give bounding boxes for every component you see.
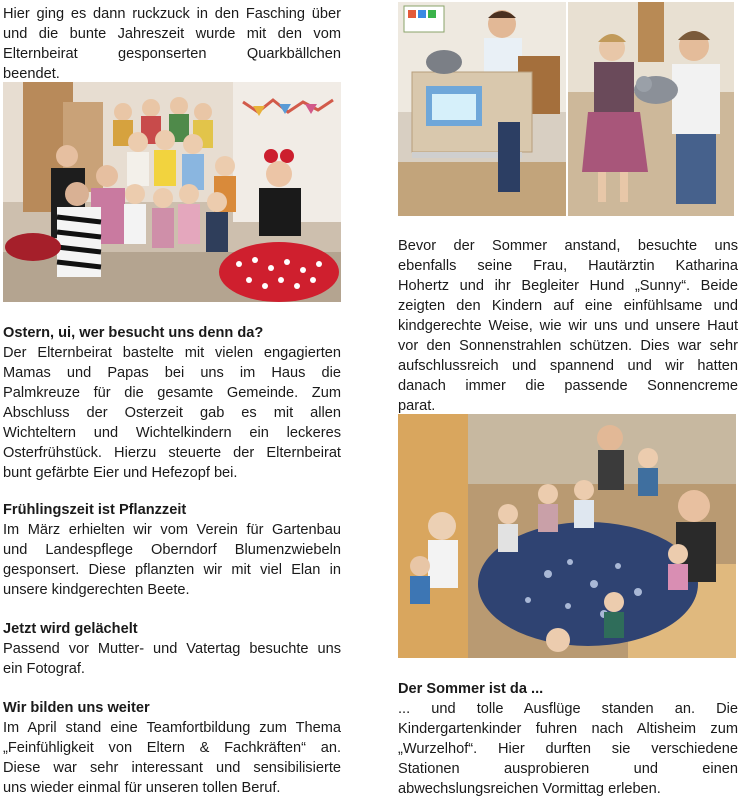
text-line: ... und tolle Ausflüge standen an. Die <box>398 701 738 717</box>
text-line: Im März erhielten wir vom Verein für Gartenbau <box>3 522 341 538</box>
text-line: Palmkreuze für die gesamte Gemeinde. Zum <box>3 385 341 401</box>
text-line: bunt gefärbte Eier und Hefezopf bei. <box>3 465 238 481</box>
section-heading: Ostern, ui, wer besucht uns denn da? <box>3 325 264 341</box>
text-line: uns wieder einmal für unseren tollen Beruf. <box>3 780 281 796</box>
text-line: und Landespflege Oberndorf Blumenzwiebeln <box>3 542 341 558</box>
text-line: Passend vor Mutter- und Vatertag besuchte uns <box>3 641 341 657</box>
text-line: ebenfalls seine Frau, Hautärztin Katharina <box>398 258 738 274</box>
spring-section <box>3 500 341 600</box>
section-heading: Der Sommer ist da ... <box>398 681 544 697</box>
text-line: Kindergartenkinder fuhren nach Altisheim zum <box>398 721 738 737</box>
text-line: beendet. <box>3 66 60 82</box>
text-line: danach immer die passende Sonnencreme <box>398 378 738 394</box>
training-section <box>3 698 341 798</box>
text-line: gesponsert. Diese pflanzten wir mit viel Elan in <box>3 562 341 578</box>
summer-section <box>398 679 738 799</box>
text-line: „Wurzelhof“. Hier durften sie verschiedene <box>398 741 738 757</box>
text-line: vor den Sonnenstrahlen schützen. Dies war sehr <box>398 338 738 354</box>
text-line: Bevor der Sommer anstand, besuchte uns <box>398 238 738 254</box>
text-line: parat. <box>398 398 436 414</box>
text-line: Hier ging es dann ruckzuck in den Fasching über <box>3 6 341 22</box>
text-line: kindgerechte Weise, wie wir uns und unsere Haut <box>398 318 738 334</box>
text-line: Hohertz und ihr Begleiter Hund „Sunny“. Beide <box>398 278 738 294</box>
section-heading: Frühlingszeit ist Pflanzzeit <box>3 502 187 518</box>
puppet-show-photo <box>398 2 566 216</box>
section-heading: Wir bilden uns weiter <box>3 700 150 716</box>
text-line: aufschlussreich und spannend und wir hatten <box>398 358 738 374</box>
text-line: abwechslungsreichen Vormittag erleben. <box>398 781 661 797</box>
dermatologist-paragraph <box>398 236 738 416</box>
text-line: Der Elternbeirat bastelte mit vielen engagierten <box>3 345 341 361</box>
text-line: Mamas und Papas bei uns im Haus die <box>3 365 341 381</box>
section-heading: Jetzt wird gelächelt <box>3 621 138 637</box>
intro-paragraph <box>3 4 341 84</box>
text-line: zeigten den Kindern auf eine einfühlsame und <box>398 298 738 314</box>
carnival-group-photo <box>3 82 341 302</box>
easter-section <box>3 323 341 483</box>
text-line: Wichteltern und Wichtelkindern ein leckeres <box>3 425 341 441</box>
dog-visit-photo <box>568 2 734 216</box>
text-line: „Feinfühligkeit von Eltern & Fachkräften“ an. <box>3 740 341 756</box>
text-line: unsere kindgerechten Beete. <box>3 582 190 598</box>
circle-time-photo <box>398 414 736 658</box>
text-line: Stationen ausprobieren und einen <box>398 761 738 777</box>
text-line: Abschluss der Osterzeit gab es mit allen <box>3 405 341 421</box>
text-line: Diese war sehr interessant und sensibilisierte <box>3 760 341 776</box>
text-line: Elternbeirat gesponserten Quarkbällchen <box>3 46 341 62</box>
text-line: Im April stand eine Teamfortbildung zum Thema <box>3 720 341 736</box>
text-line: Osterfrühstück. Hierzu steuerte der Elternbeirat <box>3 445 341 461</box>
text-line: und die bunte Jahreszeit wurde mit den vom <box>3 26 341 42</box>
text-line: ein Fotograf. <box>3 661 85 677</box>
smile-section <box>3 619 341 679</box>
